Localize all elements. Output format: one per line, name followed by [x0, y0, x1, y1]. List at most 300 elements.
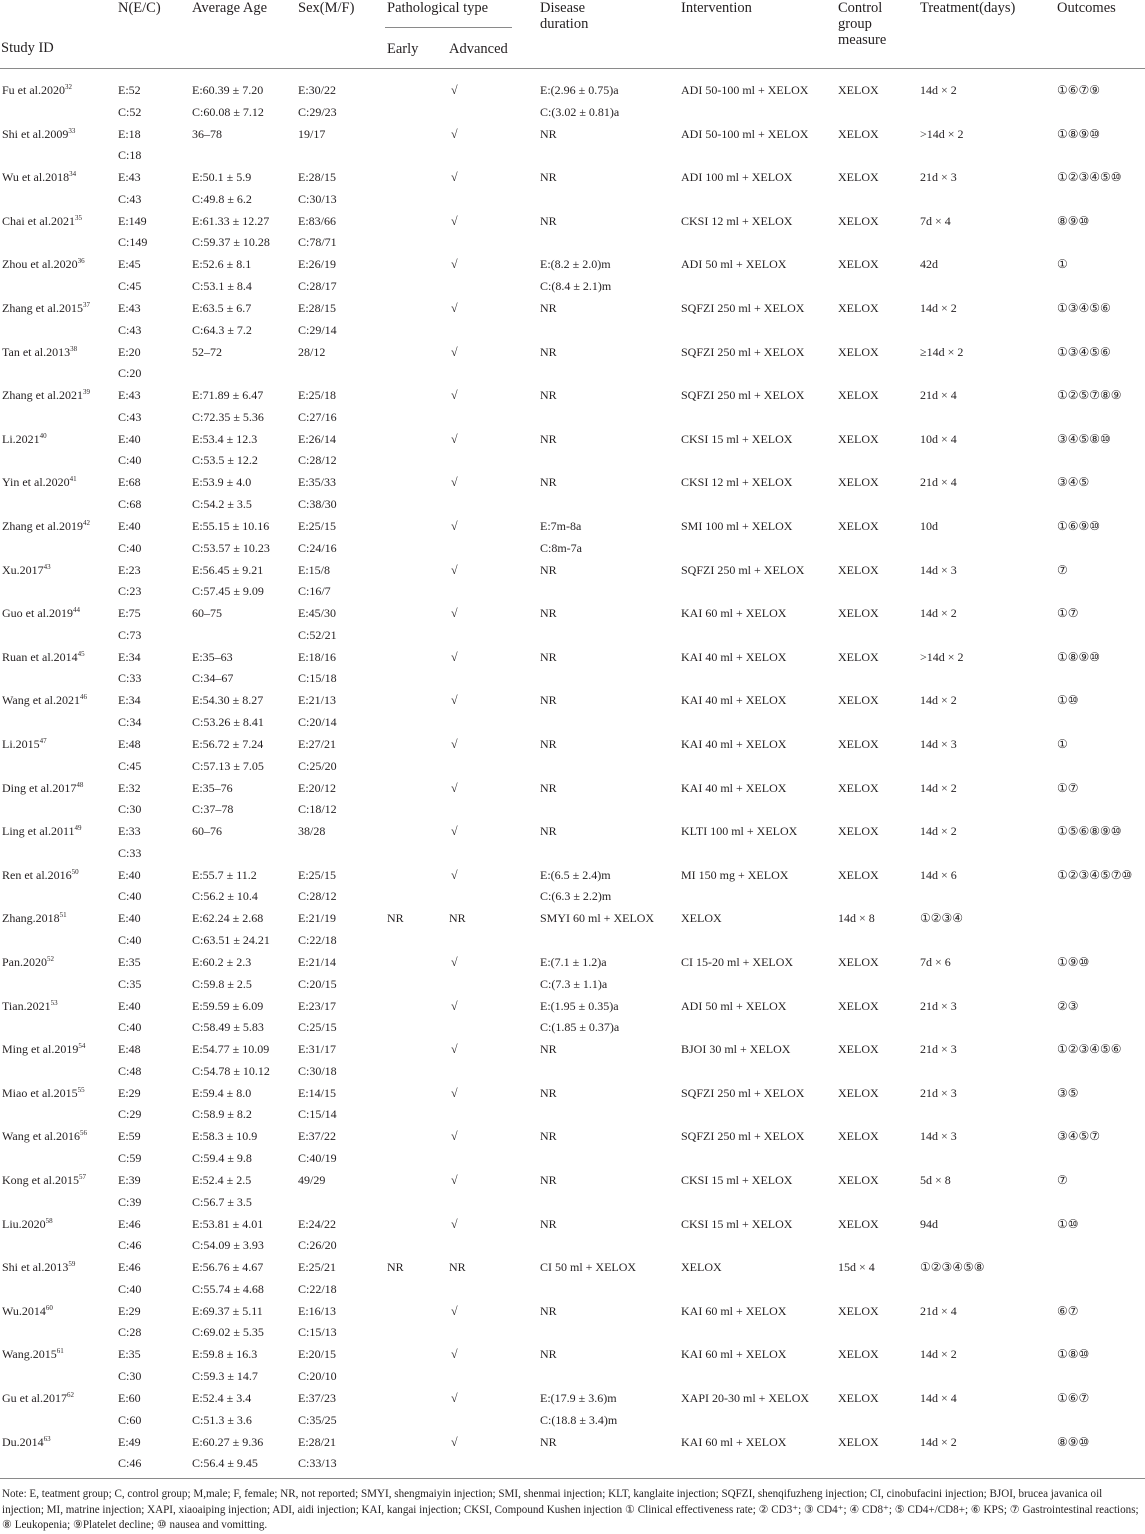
- sex-control: C:15/14: [298, 1107, 337, 1121]
- study-id-cell: [2, 214, 82, 228]
- outcomes-cell: ①③④⑤⑥: [1057, 301, 1111, 315]
- pathological-advanced: NR: [449, 911, 466, 925]
- intervention-cell: SMYI 60 ml + XELOX: [540, 911, 655, 925]
- sex-treatment: E:26/14: [298, 432, 336, 446]
- pathological-advanced: √: [451, 519, 458, 533]
- age-control: C:57.13 ± 7.05: [192, 759, 264, 773]
- duration-treatment: NR: [540, 737, 557, 751]
- age-control: C:72.35 ± 5.36: [192, 410, 264, 424]
- treatment-cell: 21d × 3: [920, 1086, 957, 1100]
- intervention-cell: ADI 50-100 ml + XELOX: [681, 127, 809, 141]
- outcomes-cell: ①⑩: [1057, 1217, 1079, 1231]
- study-name: Ruan et al.2014: [2, 650, 78, 664]
- sex-control: C:30/18: [298, 1064, 337, 1078]
- pathological-advanced: √: [451, 693, 458, 707]
- n-control: C:40: [118, 1020, 142, 1034]
- sex-treatment: E:20/12: [298, 781, 336, 795]
- age-control: C:54.09 ± 3.93: [192, 1238, 264, 1252]
- pathological-advanced: √: [451, 1086, 458, 1100]
- duration-treatment: NR: [540, 170, 557, 184]
- pathological-advanced: √: [451, 83, 458, 97]
- pathological-advanced: √: [451, 170, 458, 184]
- age-control: C:56.4 ± 9.45: [192, 1456, 258, 1470]
- study-id-cell: [2, 1129, 87, 1143]
- n-treatment: E:39: [118, 1173, 141, 1187]
- age-control: C:59.3 ± 14.7: [192, 1369, 258, 1383]
- reference-number: 33: [68, 127, 76, 135]
- outcomes-cell: ③④⑤: [1057, 475, 1090, 489]
- reference-number: 52: [47, 955, 54, 963]
- study-name: Guo et al.2019: [2, 606, 73, 620]
- age-treatment: E:62.24 ± 2.68: [192, 911, 264, 925]
- sex-treatment: E:28/15: [298, 301, 336, 315]
- duration-control: C:8m-7a: [540, 541, 582, 555]
- intervention-cell: CKSI 12 ml + XELOX: [681, 214, 793, 228]
- study-name: Liu.2020: [2, 1217, 46, 1231]
- pathological-advanced: √: [451, 1217, 458, 1231]
- treatment-cell: 7d × 4: [920, 214, 951, 228]
- intervention-cell: XAPI 20-30 ml + XELOX: [681, 1391, 810, 1405]
- treatment-cell: 21d × 4: [920, 475, 957, 489]
- pathological-advanced: √: [451, 955, 458, 969]
- age-control: C:56.2 ± 10.4: [192, 889, 258, 903]
- study-name: Tian.2021: [2, 999, 51, 1013]
- duration-treatment: E:7m-8a: [540, 519, 582, 533]
- reference-number: 41: [69, 475, 77, 483]
- pathological-advanced: √: [451, 1173, 458, 1187]
- control-measure-cell: XELOX: [838, 127, 879, 141]
- age-control: C:54.2 ± 3.5: [192, 497, 252, 511]
- sex-control: C:18/12: [298, 802, 337, 816]
- reference-number: 37: [82, 301, 90, 309]
- sex-treatment: E:21/19: [298, 911, 336, 925]
- study-name: Wang.2015: [2, 1347, 57, 1361]
- n-control: C:30: [118, 1369, 142, 1383]
- study-id-cell: [2, 999, 58, 1013]
- n-control: C:45: [118, 759, 142, 773]
- study-id-cell: [2, 1042, 85, 1056]
- age-treatment: E:55.7 ± 11.2: [192, 868, 257, 882]
- sex-control: C:35/25: [298, 1413, 337, 1427]
- duration-treatment: NR: [540, 432, 557, 446]
- outcomes-cell: ①②③④⑤⑥: [1057, 1042, 1122, 1056]
- intervention-cell: KAI 40 ml + XELOX: [681, 693, 787, 707]
- n-control: C:73: [118, 628, 142, 642]
- pathological-advanced: √: [451, 127, 458, 141]
- header-n: N(E/C): [118, 0, 161, 16]
- age-control: C:56.7 ± 3.5: [192, 1195, 252, 1209]
- outcomes-cell: ③④⑤⑧⑩: [1057, 432, 1111, 446]
- treatment-cell: 14d × 2: [920, 1347, 957, 1361]
- reference-number: 51: [59, 911, 67, 919]
- control-measure-cell: XELOX: [838, 170, 879, 184]
- n-control: C:68: [118, 497, 142, 511]
- intervention-cell: KAI 60 ml + XELOX: [681, 606, 787, 620]
- control-measure-cell: XELOX: [838, 345, 879, 359]
- age-control: C:49.8 ± 6.2: [192, 192, 252, 206]
- age-treatment: E:52.4 ± 3.4: [192, 1391, 252, 1405]
- sex-treatment: E:25/15: [298, 868, 336, 882]
- sex-control: C:29/14: [298, 323, 337, 337]
- pathological-advanced: √: [451, 1391, 458, 1405]
- pathological-advanced: √: [451, 1347, 458, 1361]
- reference-number: 56: [80, 1129, 88, 1137]
- treatment-cell: 14d × 2: [920, 83, 957, 97]
- pathological-advanced: √: [451, 1042, 458, 1056]
- duration-treatment: NR: [540, 1347, 557, 1361]
- outcomes-cell: ①: [1057, 257, 1068, 271]
- n-control: C:23: [118, 584, 142, 598]
- age-treatment: E:35–76: [192, 781, 233, 795]
- age-treatment: E:56.72 ± 7.24: [192, 737, 264, 751]
- age-treatment: E:52.6 ± 8.1: [192, 257, 252, 271]
- age-treatment: E:59.4 ± 8.0: [192, 1086, 252, 1100]
- control-measure-cell: XELOX: [838, 693, 879, 707]
- duration-treatment: NR: [540, 650, 557, 664]
- reference-number: 57: [79, 1173, 86, 1181]
- n-treatment: E:35: [118, 1347, 141, 1361]
- pathological-advanced: NR: [449, 1260, 466, 1274]
- age-control: C:64.3 ± 7.2: [192, 323, 252, 337]
- n-treatment: E:43: [118, 170, 141, 184]
- outcomes-cell: ①⑤⑥⑧⑨⑩: [1057, 824, 1122, 838]
- age-treatment: E:53.9 ± 4.0: [192, 475, 252, 489]
- header-study-id: Study ID: [1, 40, 54, 56]
- n-treatment: E:20: [118, 345, 141, 359]
- control-measure-cell: XELOX: [838, 1129, 879, 1143]
- n-treatment: E:46: [118, 1217, 141, 1231]
- sex-treatment: E:30/22: [298, 83, 336, 97]
- study-name: Fu et al.2020: [2, 83, 65, 97]
- control-measure-cell: XELOX: [838, 1435, 879, 1449]
- intervention-cell: KAI 60 ml + XELOX: [681, 1304, 787, 1318]
- age-treatment: E:56.76 ± 4.67: [192, 1260, 264, 1274]
- header-treatment: Treatment(days): [920, 0, 1016, 16]
- study-name: Ren et al.2016: [2, 868, 72, 882]
- treatment-cell: 5d × 8: [920, 1173, 951, 1187]
- age-treatment: E:58.3 ± 10.9: [192, 1129, 258, 1143]
- sex-treatment: E:27/21: [298, 737, 336, 751]
- treatment-cell: 14d × 3: [920, 737, 957, 751]
- study-name: Yin et al.2020: [2, 475, 70, 489]
- intervention-cell: ADI 50 ml + XELOX: [681, 257, 787, 271]
- pathological-advanced: √: [451, 345, 458, 359]
- duration-treatment: NR: [540, 127, 557, 141]
- sex-control: C:38/30: [298, 497, 337, 511]
- sex-treatment: E:18/16: [298, 650, 336, 664]
- study-id-cell: [2, 1391, 74, 1405]
- intervention-cell: ADI 50 ml + XELOX: [681, 999, 787, 1013]
- treatment-cell: 14d × 2: [920, 693, 957, 707]
- control-measure-cell: XELOX: [838, 606, 879, 620]
- sex-treatment: 38/28: [298, 824, 326, 838]
- sex-treatment: E:26/19: [298, 257, 336, 271]
- control-measure-cell: XELOX: [838, 1173, 879, 1187]
- control-measure-cell: XELOX: [838, 1217, 879, 1231]
- header-control-group-measure: Control group measure: [838, 0, 887, 48]
- pathological-advanced: √: [451, 563, 458, 577]
- sex-control: C:26/20: [298, 1238, 337, 1252]
- age-control: C:55.74 ± 4.68: [192, 1282, 264, 1296]
- study-name: Tan et al.2013: [2, 345, 71, 359]
- study-id-cell: [2, 737, 47, 751]
- n-control: C:40: [118, 541, 142, 555]
- n-control: C:39: [118, 1195, 142, 1209]
- duration-treatment: NR: [540, 1086, 557, 1100]
- study-name: Miao et al.2015: [2, 1086, 78, 1100]
- duration-treatment: E:(17.9 ± 3.6)m: [540, 1391, 617, 1405]
- n-treatment: E:43: [118, 301, 141, 315]
- n-control: C:60: [118, 1413, 142, 1427]
- sex-treatment: E:28/15: [298, 170, 336, 184]
- pathological-advanced: √: [451, 868, 458, 882]
- control-measure-cell: XELOX: [838, 955, 879, 969]
- study-id-cell: [2, 650, 85, 664]
- header-advanced: Advanced: [449, 41, 508, 57]
- treatment-cell: 94d: [920, 1217, 938, 1231]
- pathological-advanced: √: [451, 432, 458, 446]
- n-control: C:30: [118, 802, 142, 816]
- age-treatment: 36–78: [192, 127, 222, 141]
- reference-number: 39: [82, 388, 90, 396]
- n-control: C:18: [118, 148, 142, 162]
- intervention-cell: SQFZI 250 ml + XELOX: [681, 388, 805, 402]
- treatment-cell: 15d × 4: [838, 1260, 875, 1274]
- study-name: Ling et al.2011: [2, 824, 75, 838]
- sex-control: C:52/21: [298, 628, 337, 642]
- sex-control: C:25/20: [298, 759, 337, 773]
- pathological-advanced: √: [451, 475, 458, 489]
- n-treatment: E:29: [118, 1086, 141, 1100]
- treatment-cell: 14d × 2: [920, 606, 957, 620]
- n-control: C:43: [118, 192, 142, 206]
- study-name: Wu.2014: [2, 1304, 46, 1318]
- header-disease-duration: Disease duration: [540, 0, 589, 32]
- duration-treatment: NR: [540, 693, 557, 707]
- age-treatment: E:59.59 ± 6.09: [192, 999, 264, 1013]
- treatment-cell: 7d × 6: [920, 955, 951, 969]
- sex-treatment: E:45/30: [298, 606, 336, 620]
- sex-control: C:22/18: [298, 1282, 337, 1296]
- study-id-cell: [2, 170, 76, 184]
- sex-control: C:20/14: [298, 715, 337, 729]
- outcomes-cell: ①③④⑤⑥: [1057, 345, 1111, 359]
- control-measure-cell: XELOX: [838, 83, 879, 97]
- age-treatment: E:54.30 ± 8.27: [192, 693, 264, 707]
- treatment-cell: 21d × 3: [920, 999, 957, 1013]
- intervention-cell: MI 150 mg + XELOX: [681, 868, 789, 882]
- study-id-cell: [2, 693, 87, 707]
- n-control: C:46: [118, 1456, 142, 1470]
- study-name: Zhou et al.2020: [2, 257, 78, 271]
- intervention-cell: KLTI 100 ml + XELOX: [681, 824, 798, 838]
- duration-treatment: NR: [540, 475, 557, 489]
- sex-treatment: E:20/15: [298, 1347, 336, 1361]
- control-measure-cell: XELOX: [838, 1042, 879, 1056]
- intervention-cell: KAI 60 ml + XELOX: [681, 1435, 787, 1449]
- intervention-cell: KAI 40 ml + XELOX: [681, 737, 787, 751]
- duration-treatment: E:(6.5 ± 2.4)m: [540, 868, 611, 882]
- outcomes-cell: ①⑥⑦: [1057, 1391, 1090, 1405]
- study-id-cell: [2, 1347, 64, 1361]
- outcomes-cell: ①②③④⑤⑦⑩: [1057, 868, 1133, 882]
- header-age: Average Age: [192, 0, 268, 16]
- sex-treatment: E:37/23: [298, 1391, 336, 1405]
- sex-control: C:28/12: [298, 453, 337, 467]
- pathological-advanced: √: [451, 781, 458, 795]
- treatment-cell: 14d × 2: [920, 301, 957, 315]
- study-id-cell: [2, 475, 77, 489]
- reference-number: 40: [39, 432, 47, 440]
- n-control: C:52: [118, 105, 142, 119]
- treatment-cell: 14d × 6: [920, 868, 957, 882]
- reference-number: 63: [43, 1435, 51, 1443]
- intervention-cell: CI 50 ml + XELOX: [540, 1260, 637, 1274]
- study-id-cell: [2, 868, 79, 882]
- sex-treatment: E:37/22: [298, 1129, 336, 1143]
- duration-treatment: NR: [540, 1435, 557, 1449]
- duration-treatment: NR: [540, 1129, 557, 1143]
- age-treatment: E:35–63: [192, 650, 233, 664]
- treatment-cell: 21d × 3: [920, 1042, 957, 1056]
- n-treatment: E:34: [118, 650, 141, 664]
- duration-treatment: E:(8.2 ± 2.0)m: [540, 257, 611, 271]
- reference-number: 60: [45, 1304, 53, 1312]
- n-treatment: E:18: [118, 127, 141, 141]
- sex-treatment: E:14/15: [298, 1086, 336, 1100]
- treatment-cell: 21d × 4: [920, 1304, 957, 1318]
- intervention-cell: SQFZI 250 ml + XELOX: [681, 1086, 805, 1100]
- study-id-cell: [2, 1260, 75, 1274]
- age-treatment: E:60.27 ± 9.36: [192, 1435, 264, 1449]
- duration-treatment: E:(2.96 ± 0.75)a: [540, 83, 619, 97]
- study-name: Shi et al.2009: [2, 127, 69, 141]
- pathological-advanced: √: [451, 301, 458, 315]
- study-id-cell: [2, 606, 80, 620]
- age-control: C:34–67: [192, 671, 234, 685]
- age-treatment: E:60.2 ± 2.3: [192, 955, 252, 969]
- header-early: Early: [387, 41, 419, 57]
- sex-control: C:24/16: [298, 541, 337, 555]
- intervention-cell: KAI 60 ml + XELOX: [681, 1347, 787, 1361]
- study-id-cell: [2, 955, 54, 969]
- age-treatment: 60–75: [192, 606, 222, 620]
- treatment-cell: 14d × 3: [920, 563, 957, 577]
- pathological-advanced: √: [451, 257, 458, 271]
- age-treatment: E:56.45 ± 9.21: [192, 563, 264, 577]
- n-control: C:46: [118, 1238, 142, 1252]
- age-treatment: E:59.8 ± 16.3: [192, 1347, 258, 1361]
- n-control: C:43: [118, 410, 142, 424]
- pathological-advanced: √: [451, 999, 458, 1013]
- n-treatment: E:40: [118, 999, 141, 1013]
- study-id-cell: [2, 1435, 51, 1449]
- n-treatment: E:43: [118, 388, 141, 402]
- n-control: C:33: [118, 671, 142, 685]
- reference-number: 35: [74, 214, 82, 222]
- duration-control: C:(6.3 ± 2.2)m: [540, 889, 612, 903]
- study-id-cell: [2, 1304, 53, 1318]
- duration-treatment: NR: [540, 1173, 557, 1187]
- control-measure-cell: XELOX: [681, 1260, 722, 1274]
- sex-treatment: E:23/17: [298, 999, 336, 1013]
- age-control: C:60.08 ± 7.12: [192, 105, 264, 119]
- duration-control: C:(1.85 ± 0.37)a: [540, 1020, 620, 1034]
- n-treatment: E:40: [118, 519, 141, 533]
- sex-treatment: E:16/13: [298, 1304, 336, 1318]
- pathological-advanced: √: [451, 1129, 458, 1143]
- age-treatment: E:52.4 ± 2.5: [192, 1173, 252, 1187]
- n-treatment: E:34: [118, 693, 141, 707]
- reference-number: 45: [77, 650, 85, 658]
- study-name: Gu et al.2017: [2, 1391, 67, 1405]
- control-measure-cell: XELOX: [838, 563, 879, 577]
- n-treatment: E:68: [118, 475, 141, 489]
- age-control: C:54.78 ± 10.12: [192, 1064, 270, 1078]
- reference-number: 47: [39, 737, 47, 745]
- outcomes-cell: ①: [1057, 737, 1068, 751]
- sex-control: C:29/23: [298, 105, 337, 119]
- outcomes-cell: ①②⑤⑦⑧⑨: [1057, 388, 1122, 402]
- control-measure-cell: XELOX: [838, 1086, 879, 1100]
- intervention-cell: KAI 40 ml + XELOX: [681, 650, 787, 664]
- treatment-cell: >14d × 2: [920, 650, 964, 664]
- intervention-cell: BJOI 30 ml + XELOX: [681, 1042, 791, 1056]
- duration-treatment: NR: [540, 563, 557, 577]
- n-control: C:33: [118, 846, 142, 860]
- age-treatment: E:50.1 ± 5.9: [192, 170, 252, 184]
- n-treatment: E:48: [118, 737, 141, 751]
- outcomes-cell: ①②③④: [920, 911, 964, 925]
- study-name: Du.2014: [2, 1435, 44, 1449]
- study-id-cell: [2, 257, 85, 271]
- control-measure-cell: XELOX: [838, 1391, 879, 1405]
- study-name: Pan.2020: [2, 955, 47, 969]
- age-treatment: E:69.37 ± 5.11: [192, 1304, 263, 1318]
- sex-control: C:15/13: [298, 1325, 337, 1339]
- age-treatment: E:54.77 ± 10.09: [192, 1042, 270, 1056]
- study-name: Zhang et al.2021: [2, 388, 83, 402]
- sex-treatment: E:21/13: [298, 693, 336, 707]
- sex-control: C:28/12: [298, 889, 337, 903]
- intervention-cell: SQFZI 250 ml + XELOX: [681, 1129, 805, 1143]
- pathological-advanced: √: [451, 606, 458, 620]
- intervention-cell: ADI 100 ml + XELOX: [681, 170, 793, 184]
- treatment-cell: 14d × 8: [838, 911, 875, 925]
- study-name: Zhang et al.2019: [2, 519, 83, 533]
- sex-treatment: E:31/17: [298, 1042, 336, 1056]
- control-measure-cell: XELOX: [838, 650, 879, 664]
- n-control: C:40: [118, 453, 142, 467]
- n-treatment: E:59: [118, 1129, 141, 1143]
- pathological-advanced: √: [451, 388, 458, 402]
- pathological-advanced: √: [451, 1435, 458, 1449]
- n-treatment: E:32: [118, 781, 141, 795]
- study-id-cell: [2, 388, 90, 402]
- duration-treatment: NR: [540, 301, 557, 315]
- age-control: C:58.9 ± 8.2: [192, 1107, 252, 1121]
- study-id-cell: [2, 911, 67, 925]
- age-control: C:59.8 ± 2.5: [192, 977, 252, 991]
- outcomes-cell: ①⑧⑩: [1057, 1347, 1090, 1361]
- n-control: C:28: [118, 1325, 142, 1339]
- n-treatment: E:49: [118, 1435, 141, 1449]
- n-treatment: E:46: [118, 1260, 141, 1274]
- study-name: Xu.2017: [2, 563, 44, 577]
- n-treatment: E:40: [118, 868, 141, 882]
- control-measure-cell: XELOX: [838, 868, 879, 882]
- outcomes-cell: ③⑤: [1057, 1086, 1079, 1100]
